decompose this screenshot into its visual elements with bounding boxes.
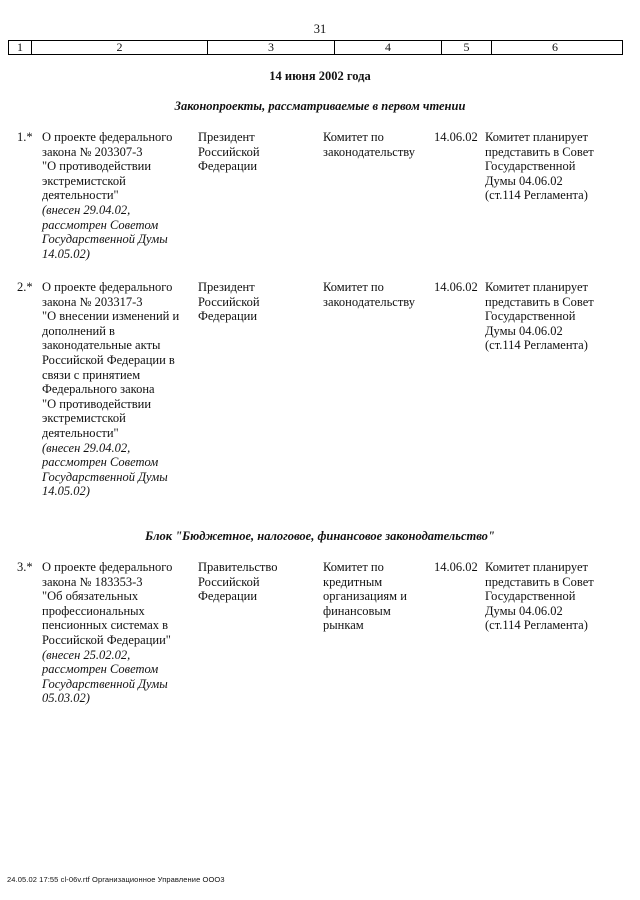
entry-date: 14.06.02 xyxy=(434,280,478,294)
column-number: 6 xyxy=(552,40,558,54)
column-number: 2 xyxy=(32,41,208,54)
entry-number: 2.* xyxy=(17,280,33,294)
entry-date: 14.06.02 xyxy=(434,560,478,574)
text-line: Российской Федерации" xyxy=(42,632,171,647)
entry-date: 14.06.02 xyxy=(434,130,478,144)
entry-note xyxy=(485,560,615,633)
text-line: (внесен 29.04.02, xyxy=(42,202,131,217)
text-line: "Об обязательных xyxy=(42,589,139,604)
text-line: представить в Совет xyxy=(485,144,594,159)
text-line: 05.03.02) xyxy=(42,691,90,706)
text-line: Государственной Думы xyxy=(42,676,168,691)
text-line: (ст.114 Регламента) xyxy=(485,618,588,633)
text-line: Российской xyxy=(198,144,260,159)
text-line: Государственной Думы xyxy=(42,232,168,247)
text-line: 14.05.02) xyxy=(42,246,90,261)
text-line: деятельности" xyxy=(42,425,119,440)
text-line: Комитет по xyxy=(323,280,384,294)
column-number: 1 xyxy=(9,41,32,54)
text-line: представить в Совет xyxy=(485,574,594,589)
date-heading: 14 июня 2002 года xyxy=(269,69,371,83)
text-line: Комитет планирует xyxy=(485,130,588,144)
text-line: (внесен 29.04.02, xyxy=(42,440,131,455)
text-line: Федерального закона xyxy=(42,382,155,397)
column-number: 3 xyxy=(208,41,335,54)
text-line: профессиональных xyxy=(42,603,145,618)
entry-committee xyxy=(323,560,433,633)
text-line: О проекте федерального xyxy=(42,130,173,144)
text-line: законодательству xyxy=(323,294,416,309)
text-line: (ст.114 Регламента) xyxy=(485,338,588,353)
text-line: экстремистской xyxy=(42,173,126,188)
text-line: О проекте федерального xyxy=(42,280,173,294)
entry-author xyxy=(198,130,318,174)
text-line: "О противодействии xyxy=(42,159,152,174)
page-number: 31 xyxy=(313,22,327,36)
text-line: Государственной xyxy=(485,309,576,324)
entry-number: 3.* xyxy=(17,560,33,574)
column-number-header xyxy=(8,40,623,55)
text-line: кредитным xyxy=(323,574,383,589)
text-line: финансовым xyxy=(323,603,391,618)
text-line: Президент xyxy=(198,130,255,144)
entry-title xyxy=(42,560,192,706)
text-line: закона № 203307-3 xyxy=(42,144,143,159)
text-line: Государственной xyxy=(485,589,576,604)
text-line: Комитет по xyxy=(323,130,384,144)
text-line: законодательству xyxy=(323,144,416,159)
text-line: законодательные акты xyxy=(42,338,161,353)
text-line: Федерации xyxy=(198,589,258,604)
document-footer: 24.05.02 17:55 cl-06v.rtf Организационное Управление ООО3 xyxy=(7,875,225,884)
entry-note xyxy=(485,280,615,353)
text-line: Федерации xyxy=(198,309,258,324)
entry-title xyxy=(42,130,192,261)
text-line: пенсионных системах в xyxy=(42,618,169,633)
text-line: Российской xyxy=(198,294,260,309)
text-line: Государственной xyxy=(485,159,576,174)
text-line: Федерации xyxy=(198,159,258,174)
text-line: Комитет по xyxy=(323,560,384,574)
text-line: (ст.114 Регламента) xyxy=(485,188,588,203)
text-line: Правительство xyxy=(198,560,278,574)
text-line: закона № 183353-3 xyxy=(42,574,143,589)
text-line: экстремистской xyxy=(42,411,126,426)
section-heading-budget-block: Блок "Бюджетное, налоговое, финансовое законодательство" xyxy=(145,529,495,543)
text-line: рынкам xyxy=(323,618,364,633)
column-number: 5 xyxy=(442,41,492,54)
text-line: рассмотрен Советом xyxy=(42,455,159,470)
text-line: (внесен 25.02.02, xyxy=(42,647,131,662)
text-line: организациям и xyxy=(323,589,407,604)
entry-note xyxy=(485,130,615,203)
text-line: 14.05.02) xyxy=(42,484,90,499)
text-line: рассмотрен Советом xyxy=(42,662,159,677)
section-heading-first-reading: Законопроекты, рассматриваемые в первом чтении xyxy=(174,99,466,113)
text-line: деятельности" xyxy=(42,188,119,203)
text-line: закона № 203317-3 xyxy=(42,294,143,309)
text-line: Думы 04.06.02 xyxy=(485,603,563,618)
text-line: "О противодействии xyxy=(42,396,152,411)
entry-committee xyxy=(323,280,433,309)
text-line: Комитет планирует xyxy=(485,560,588,574)
text-line: "О внесении изменений и xyxy=(42,309,180,324)
text-line: О проекте федерального xyxy=(42,560,173,574)
text-line: Российской xyxy=(198,574,260,589)
entry-committee xyxy=(323,130,433,159)
text-line: Российской Федерации в xyxy=(42,352,175,367)
entry-author xyxy=(198,280,318,324)
text-line: Комитет планирует xyxy=(485,280,588,294)
text-line: связи с принятием xyxy=(42,367,141,382)
text-line: Государственной Думы xyxy=(42,469,168,484)
entry-number: 1.* xyxy=(17,130,33,144)
column-number: 4 xyxy=(335,41,442,54)
text-line: рассмотрен Советом xyxy=(42,217,159,232)
text-line: Президент xyxy=(198,280,255,294)
text-line: представить в Совет xyxy=(485,294,594,309)
text-line: Думы 04.06.02 xyxy=(485,323,563,338)
text-line: Думы 04.06.02 xyxy=(485,173,563,188)
entry-title xyxy=(42,280,192,499)
text-line: дополнений в xyxy=(42,323,115,338)
entry-author xyxy=(198,560,318,604)
